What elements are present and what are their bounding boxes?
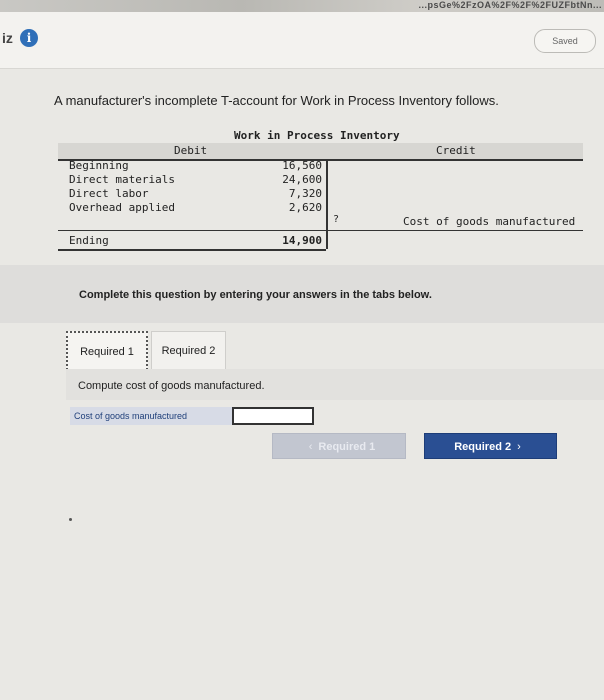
debit-label-beginning: Beginning (69, 159, 129, 172)
debit-entry-values (272, 159, 322, 215)
cogm-field-label: Cost of goods manufactured (70, 407, 232, 425)
debit-label-direct-labor: Direct labor (69, 187, 149, 200)
previous-required-button[interactable] (272, 433, 406, 459)
next-required-button[interactable] (424, 433, 557, 459)
debit-value-direct-labor: 7,320 (288, 187, 322, 200)
tab-required-2[interactable]: Required 2 (151, 331, 226, 370)
t-account-total-rule (58, 230, 583, 231)
debit-value-overhead-applied: 2,620 (288, 201, 322, 214)
quiz-header (0, 12, 604, 69)
stray-dot (69, 518, 72, 521)
chevron-right-icon: › (517, 441, 521, 453)
next-required-label: Required 2 (454, 441, 512, 453)
tab-required-1[interactable]: Required 1 (66, 331, 148, 370)
t-account-center-rule (326, 159, 328, 249)
cogm-answer-input[interactable] (232, 407, 314, 425)
required-1-prompt: Compute cost of goods manufactured. (78, 380, 265, 392)
chevron-left-icon: ‹ (308, 441, 313, 453)
info-icon[interactable]: i (20, 29, 38, 47)
debit-header: Debit (174, 144, 208, 157)
t-account-ending-rule (58, 249, 326, 251)
credit-unknown-marker: ? (333, 214, 340, 225)
credit-header: Credit (436, 144, 476, 157)
browser-top-strip (0, 0, 604, 12)
debit-label-overhead-applied: Overhead applied (69, 201, 175, 214)
ending-label: Ending (69, 234, 109, 247)
instruction-text: Complete this question by entering your answers in the tabs below. (79, 289, 432, 301)
debit-entry-labels (69, 159, 175, 215)
problem-intro: A manufacturer's incomplete T-account for Work in Process Inventory follows. (54, 93, 499, 108)
debit-label-direct-materials: Direct materials (69, 173, 175, 186)
ending-value: 14,900 (282, 234, 322, 247)
instruction-panel (0, 265, 604, 323)
question-content (0, 69, 604, 700)
url-fragment: ...psGe%2FzOA%2F%2F%2FUZFbtNn... (418, 0, 602, 10)
saved-status-badge: Saved (534, 29, 596, 53)
t-account-header (58, 143, 583, 159)
t-account-title: Work in Process Inventory (234, 129, 400, 142)
quiz-label: iz (2, 30, 13, 46)
debit-value-direct-materials: 24,600 (282, 173, 322, 186)
debit-value-beginning: 16,560 (282, 159, 322, 172)
credit-label-cogm: Cost of goods manufactured (403, 215, 576, 228)
previous-required-label: Required 1 (318, 441, 376, 453)
